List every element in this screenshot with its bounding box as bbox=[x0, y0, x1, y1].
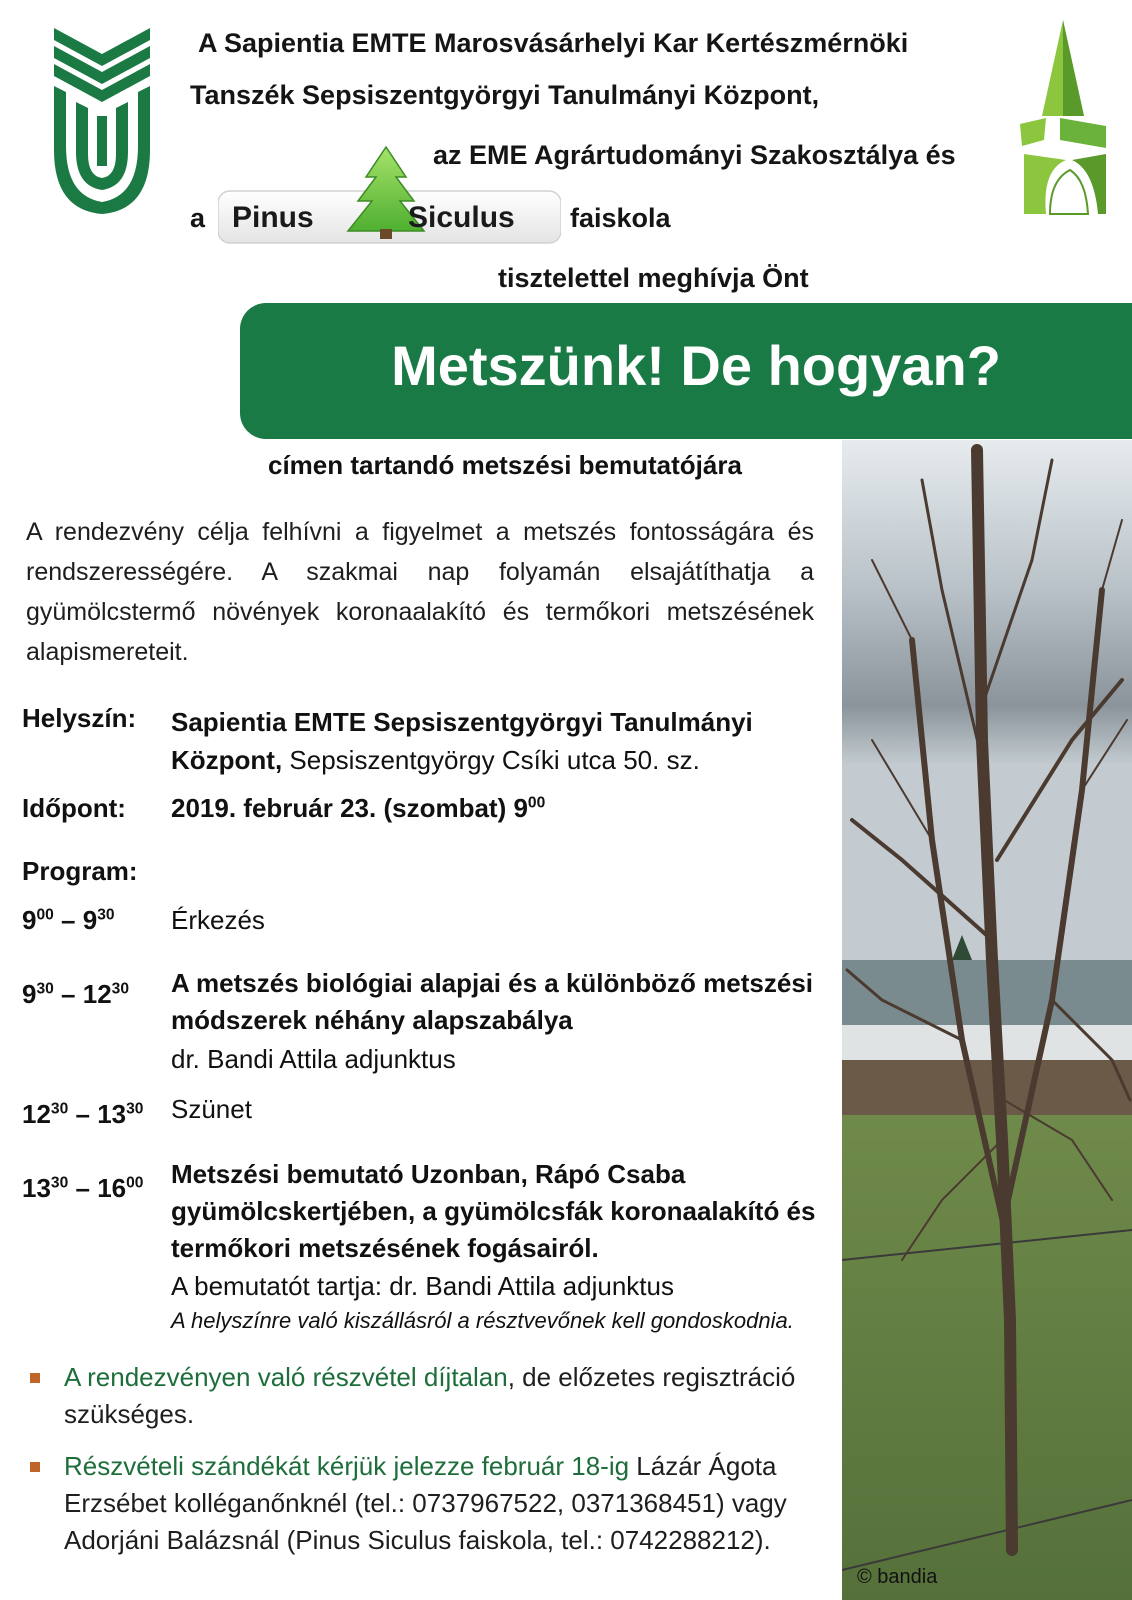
venue-value bbox=[171, 703, 811, 779]
eme-logo bbox=[1020, 20, 1106, 216]
bullet-icon bbox=[30, 1462, 40, 1472]
program-item-4-time: $13^{30} - 16^{00}$ bbox=[22, 1173, 144, 1203]
program-item-3-time: $12^{30} - 13^{30}$ bbox=[22, 1099, 144, 1129]
title-banner bbox=[240, 303, 1132, 439]
program-item-2-speaker: dr. Bandi Attila adjunktus bbox=[171, 1044, 456, 1074]
date-value bbox=[171, 793, 545, 824]
notice-2-highlight: Részvételi szándékát kérjük jelezze február 18-ig bbox=[64, 1451, 630, 1481]
venue-name-line-2: Központ, bbox=[171, 745, 283, 775]
program-item-1-title: Érkezés bbox=[171, 905, 265, 935]
venue-label: Helyszín: bbox=[22, 703, 137, 733]
notice-1-highlight: A rendezvényen való részvétel díjtalan bbox=[64, 1362, 508, 1392]
pinus-siculus-logo bbox=[218, 143, 561, 249]
intro-paragraph: A rendezvény célja felhívni a figyelmet a metszés fontosságára és rendszerességére. A szakmai nap folyamán elsajátíthatja a gyümölcstermő növények koronaalakító és termőkori metszésének alapismereteit. bbox=[26, 518, 814, 666]
header-line-3: az EME Agrártudományi Szakosztálya és bbox=[433, 140, 956, 170]
header-line-5: tisztelettel meghívja Önt bbox=[498, 263, 809, 293]
program-item-2-title: A metszés biológiai alapjai és a különböző metszési módszerek néhány alapszabálya bbox=[171, 968, 814, 1035]
sapientia-logo bbox=[52, 26, 152, 214]
photo-credit: © bandia bbox=[857, 1566, 938, 1588]
program-label: Program: bbox=[22, 856, 138, 886]
venue-address: Sepsiszentgyörgy Csíki utca 50. sz. bbox=[282, 745, 700, 775]
pinus-logo-right-text: Siculus bbox=[408, 201, 515, 234]
date-label: Időpont: bbox=[22, 793, 126, 823]
notice-1-text: , de előzetes regisztráció szükséges. bbox=[64, 1362, 796, 1429]
bullet-icon bbox=[30, 1373, 40, 1383]
venue-name-line-1: Sapientia EMTE Sepsiszentgyörgyi Tanulmányi bbox=[171, 707, 753, 737]
event-subtitle: címen tartandó metszési bemutatójára bbox=[268, 450, 742, 480]
header-line-1: A Sapientia EMTE Marosvásárhelyi Kar Kertészmérnöki bbox=[198, 28, 909, 58]
notice-2-text: Lázár Ágota Erzsébet kolléganőnknél (tel.: 0737967522, 0371368451) vagy Adorjáni Balázsnál (Pinus Siculus faiskola, tel.: 0742288212). bbox=[64, 1451, 787, 1555]
program-item-1-time: $9^{00} - 9^{30}$ bbox=[22, 905, 115, 935]
event-title: Metszünk! De hogyan? bbox=[391, 334, 1001, 397]
date-text: 2019. február 23. (szombat) 9 bbox=[171, 793, 528, 823]
fruit-tree-photo bbox=[842, 440, 1132, 1600]
program-item-4-speaker: A bemutatót tartja: dr. Bandi Attila adjunktus bbox=[171, 1271, 674, 1301]
notice-1 bbox=[64, 1359, 824, 1433]
header-line-4-suffix: faiskola bbox=[570, 203, 671, 233]
program-item-4-note: A helyszínre való kiszállásról a résztvevőnek kell gondoskodnia. bbox=[171, 1308, 794, 1333]
program-item-4-title: Metszési bemutató Uzonban, Rápó Csaba gyümölcskertjében, a gyümölcsfák koronaalakító és termőkori metszésének fogásairól. bbox=[171, 1159, 816, 1263]
header-line-4-prefix: a bbox=[190, 203, 206, 233]
header-line-2: Tanszék Sepsiszentgyörgyi Tanulmányi Központ, bbox=[190, 80, 820, 110]
program-item-2-time: $9^{30} - 12^{30}$ bbox=[22, 979, 130, 1009]
date-time-minutes: 00 bbox=[527, 794, 546, 812]
program-item-3-title: Szünet bbox=[171, 1094, 252, 1124]
notice-2 bbox=[64, 1448, 824, 1559]
pinus-logo-left-text: Pinus bbox=[232, 201, 314, 234]
